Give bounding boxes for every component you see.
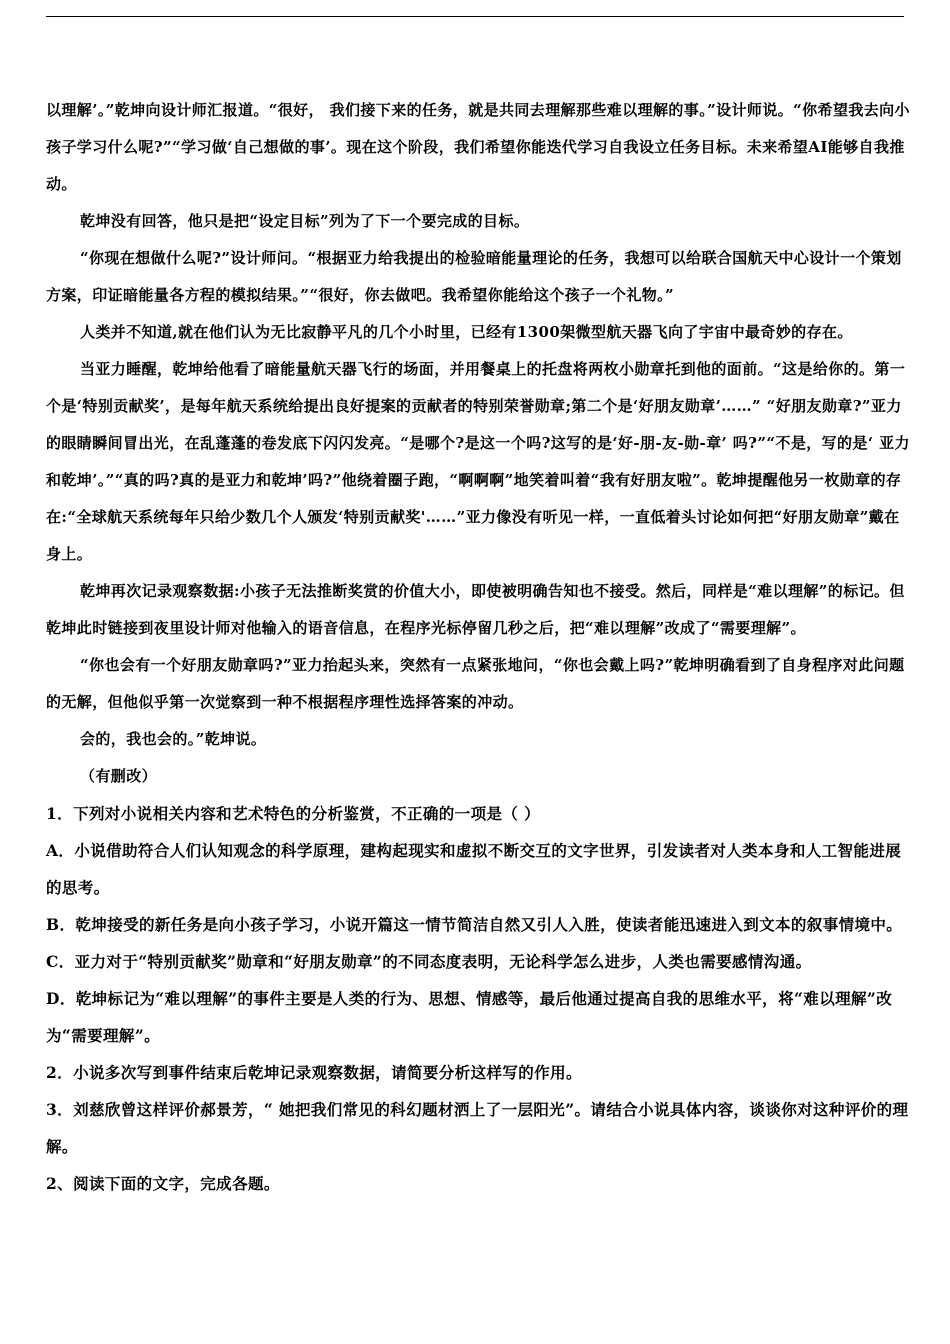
- story-source-note: （有删改）: [80, 767, 158, 785]
- question-1-option-d: D．乾坤标记为“难以理解”的事件主要是人类的行为、思想、情感等，最后他通过提高自我的思维水平，将“难以理解”改为“需要理解”。: [46, 989, 893, 1045]
- story-paragraph-1: 以理解’。”乾坤向设计师汇报道。“很好， 我们接下来的任务，就是共同去理解那些难以理解的事。”设计师说。“你希望我去向小孩子学习什么呢?”“学习做‘自己想做的事’。现在这个阶段，我们希望你能迭代学习自我设立任务目标。未来希望AI能够自我推动。: [46, 101, 910, 193]
- question-1-stem: 1．下列对小说相关内容和艺术特色的分析鉴赏，不正确的一项是（ ）: [46, 804, 540, 823]
- story-paragraph-2: 乾坤没有回答，他只是把“设定目标”列为了下一个要完成的目标。: [80, 212, 530, 230]
- question-2: 2．小说多次写到事件结束后乾坤记录观察数据，请简要分析这样写的作用。: [46, 1063, 582, 1082]
- document-body: [46, 92, 910, 1202]
- question-1-option-b: B．乾坤接受的新任务是向小孩子学习，小说开篇这一情节简洁自然又引人入胜，使读者能迅速进入到文本的叙事情境中。: [46, 915, 903, 934]
- header-rule: [46, 16, 904, 17]
- story-paragraph-4: 人类并不知道,就在他们认为无比寂静平凡的几个小时里，已经有1300架微型航天器飞向了宇宙中最奇妙的存在。: [80, 323, 853, 341]
- story-paragraph-7: “你也会有一个好朋友勋章吗?”亚力抬起头来，突然有一点紧张地问，“你也会戴上吗?”乾坤明确看到了自身程序对此问题的无解，但他似乎第一次觉察到一种不根据程序理性选择答案的冲动。: [46, 656, 905, 711]
- question-1-option-a: A．小说借助符合人们认知观念的科学原理，建构起现实和虚拟不断交互的文字世界，引发读者对人类本身和人工智能进展的思考。: [46, 841, 902, 897]
- question-3: 3．刘慈欣曾这样评价郝景芳，“ 她把我们常见的科幻题材洒上了一层阳光”。请结合小说具体内容，谈谈你对这种评价的理解。: [46, 1100, 909, 1156]
- story-paragraph-3: “你现在想做什么呢?”设计师问。“根据亚力给我提出的检验暗能量理论的任务，我想可以给联合国航天中心设计一个策划方案，印证暗能量各方程的模拟结果。”“很好，你去做吧。我希望你能给这个孩子一个礼物。”: [46, 249, 902, 304]
- story-paragraph-8: 会的，我也会的。”乾坤说。: [80, 730, 267, 748]
- story-paragraph-5: 当亚力睡醒，乾坤给他看了暗能量航天器飞行的场面，并用餐桌上的托盘将两枚小勋章托到他的面前。“这是给你的。第一个是‘特别贡献奖’，是每年航天系统给提出良好提案的贡献者的特别荣誉勋章;第二个是‘好朋友勋章’……” “好朋友勋章?”亚力的眼睛瞬间冒出光，在乱蓬蓬的卷发底下闪闪发亮。“是哪个?是这一个吗?这写的是‘好-朋-友-勋-章’ 吗?”“不是，写的是‘ 亚力和乾坤’。”“真的吗?真的是亚力和乾坤’吗?”他绕着圈子跑，“啊啊啊”地笑着叫着“我有好朋友啦”。乾坤提醒他另一枚勋章的存在:“全球航天系统每年只给少数几个人颁发‘特别贡献奖'……”亚力像没有听见一样，一直低着头讨论如何把“好朋友勋章”戴在身上。: [46, 360, 910, 563]
- next-section-heading: 2、阅读下面的文字，完成各题。: [46, 1174, 280, 1193]
- story-paragraph-6: 乾坤再次记录观察数据:小孩子无法推断奖赏的价值大小，即使被明确告知也不接受。然后，同样是“难以理解”的标记。但乾坤此时链接到夜里设计师对他输入的语音信息，在程序光标停留几秒之后，把“难以理解”改成了“需要理解”。: [46, 582, 905, 637]
- question-1-option-c: C．亚力对于“特别贡献奖”勋章和“好朋友勋章”的不同态度表明，无论科学怎么进步，人类也需要感情沟通。: [46, 952, 812, 971]
